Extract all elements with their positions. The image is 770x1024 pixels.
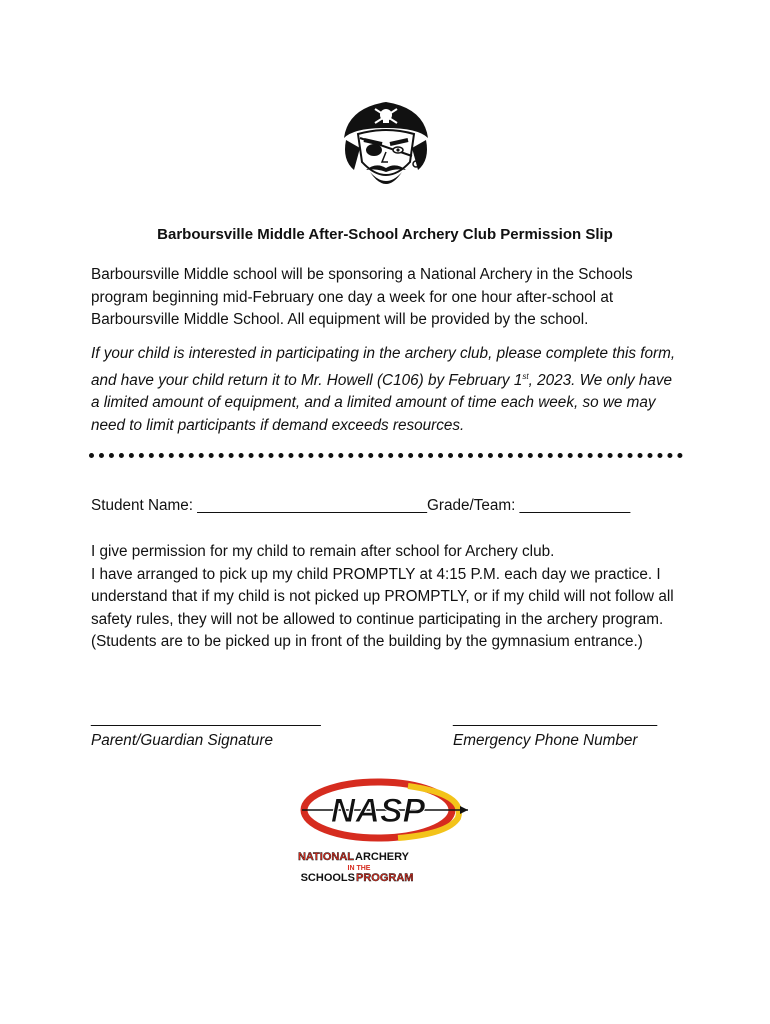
emergency-phone-label: Emergency Phone Number (453, 732, 638, 749)
parent-signature-blank[interactable]: ___________________________ (91, 710, 321, 727)
logo-word-program: PROGRAM (356, 872, 414, 884)
nasp-wordmark: NASP (330, 792, 426, 830)
instructions-text-end: , 2023. We only have a limited amount of equipment, and a limited amount of time each week, so we may need to limit participants if demand exceeds resources. (91, 371, 673, 434)
student-name-grade-line[interactable]: Student Name: ___________________________Grade/Team: _____________ (91, 497, 631, 514)
emergency-phone-blank[interactable]: ________________________ (453, 710, 658, 727)
permission-line-2: I have arranged to pick up my child PROMPTLY at 4:15 P.M. each day we practice. I understand that if my child is not picked up PROMPTLY, or if my child will not follow all safety rules, they will not be allowed to continue participating in the archery program. (Students are to be picked up in front of the building by the gymnasium entrance.) (91, 565, 674, 650)
permission-line-1: I give permission for my child to remain after school for Archery club. (91, 543, 555, 560)
logo-word-national: NATIONAL (298, 851, 354, 863)
form-title: Barboursville Middle After-School Archery Club Permission Slip (157, 226, 613, 243)
instructions-paragraph (91, 343, 681, 437)
ordinal-suffix: st (522, 371, 529, 381)
logo-word-archery: ARCHERY (355, 851, 409, 863)
parent-signature-label: Parent/Guardian Signature (91, 732, 273, 749)
instructions-text: If your child is interested in participating in the archery club, please complete this form, and have your child return it to Mr. Howell (C106) by February 1 (91, 345, 676, 389)
permission-statement (91, 541, 681, 654)
logo-word-schools: SCHOOLS (300, 872, 355, 884)
intro-paragraph: Barboursville Middle school will be sponsoring a National Archery in the Schools program beginning mid-February one day a week for one hour after-school at Barboursville Middle School. All equipment will be provided by the school. (91, 266, 633, 328)
nasp-logo (298, 778, 470, 890)
logo-word-in-the: IN THE (347, 865, 371, 872)
pirate-mascot-icon (338, 98, 434, 190)
dotted-divider (89, 453, 683, 464)
